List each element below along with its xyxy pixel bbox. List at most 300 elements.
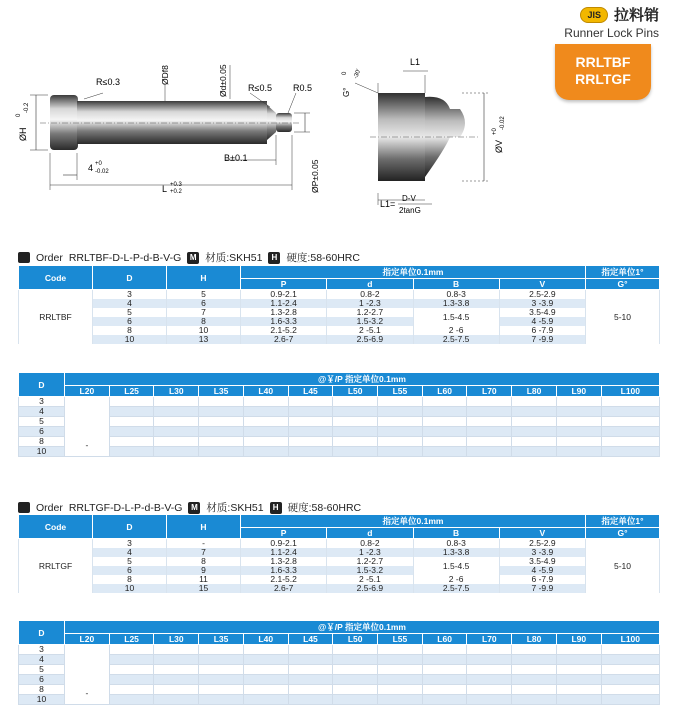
- cell-price: [467, 655, 512, 665]
- cell-v: 6 -7.9: [499, 575, 585, 584]
- cell-price: [288, 655, 333, 665]
- cell-price: [601, 407, 659, 417]
- cell-diameter: 4: [19, 655, 65, 665]
- hardness-icon: H: [270, 502, 282, 514]
- hardness: 硬度:58-60HRC: [287, 502, 362, 514]
- th-v: V: [499, 528, 585, 539]
- model-tag: [555, 44, 651, 100]
- table-row: [19, 685, 660, 695]
- cell-price: [512, 655, 557, 665]
- cell-price: [154, 655, 199, 665]
- cell-price: [109, 447, 154, 457]
- cell-b: 2.5-7.5: [413, 335, 499, 344]
- cell-price: [422, 685, 467, 695]
- th-length: L50: [333, 634, 378, 645]
- cell-price: [556, 695, 601, 705]
- cell-d: 2 -5.1: [327, 575, 413, 584]
- brand-row: [564, 4, 659, 25]
- cell-d: 1 -2.3: [327, 548, 413, 557]
- cell-price: [556, 427, 601, 437]
- label-b01: B±0.1: [224, 153, 248, 163]
- cell-price: [378, 665, 423, 675]
- cell-price: [333, 665, 378, 675]
- label-h-tol-top: 0: [16, 113, 22, 117]
- order-line-2: [18, 500, 361, 515]
- cell-dash: -: [65, 645, 110, 705]
- brand-title-en: Runner Lock Pins: [564, 26, 659, 40]
- cell-p: 0.9-2.1: [241, 290, 327, 300]
- cell-price: [378, 427, 423, 437]
- material-icon: M: [187, 252, 199, 264]
- label-p005: ØP±0.05: [310, 159, 320, 193]
- cell-d: 6: [93, 317, 167, 326]
- cell-d: 0.8-2: [327, 290, 413, 300]
- cell-price: [243, 397, 288, 407]
- th-length: L20: [65, 634, 110, 645]
- cell-price: [109, 685, 154, 695]
- cell-price: [154, 447, 199, 457]
- cell-price: [422, 417, 467, 427]
- table-row: [19, 645, 660, 655]
- cell-price: [422, 397, 467, 407]
- cell-price: [199, 427, 244, 437]
- order-label: Order: [36, 501, 63, 514]
- label-formula-num: D-V: [402, 194, 416, 203]
- table-row: [19, 675, 660, 685]
- cell-price: [109, 655, 154, 665]
- th-length: L100: [601, 634, 659, 645]
- th-d: D: [19, 373, 65, 397]
- label-r03: R≤0.3: [96, 77, 120, 87]
- cell-price: [378, 645, 423, 655]
- hardness-icon: H: [268, 252, 280, 264]
- label-l-tol-bot: +0.2: [170, 189, 182, 195]
- cell-price: [109, 645, 154, 655]
- cell-price: [556, 397, 601, 407]
- table-row: [19, 539, 660, 549]
- cell-h: 7: [167, 548, 241, 557]
- cell-price: [109, 695, 154, 705]
- cell-price: [467, 695, 512, 705]
- length-table-2: [18, 620, 660, 705]
- cell-price: [467, 447, 512, 457]
- th-h: H: [167, 266, 241, 290]
- th-length: L60: [422, 386, 467, 397]
- cell-price: [199, 437, 244, 447]
- cell-price: [154, 417, 199, 427]
- th-d2: d: [327, 528, 413, 539]
- cell-d: 2 -5.1: [327, 326, 413, 335]
- cell-price: [378, 407, 423, 417]
- cell-price: [601, 665, 659, 675]
- cell-price: [601, 655, 659, 665]
- cell-price: [512, 665, 557, 675]
- label-g: G°: [342, 87, 351, 97]
- spec-table-1-body: [19, 290, 660, 345]
- cell-price: [422, 655, 467, 665]
- th-length: L35: [199, 386, 244, 397]
- cell-d: 6: [93, 566, 167, 575]
- cell-price: [378, 417, 423, 427]
- spec-table-2-body: [19, 539, 660, 594]
- cell-diameter: 5: [19, 417, 65, 427]
- th-d: D: [93, 266, 167, 290]
- cell-price: [512, 685, 557, 695]
- cell-p: 0.9-2.1: [241, 539, 327, 549]
- technical-drawing: [0, 35, 560, 230]
- th-length: L55: [378, 386, 423, 397]
- th-length: L40: [243, 634, 288, 645]
- cell-p: 1.1-2.4: [241, 548, 327, 557]
- cell-price: [378, 447, 423, 457]
- cell-v: 6 -7.9: [499, 326, 585, 335]
- cell-price: [199, 685, 244, 695]
- table-row: [19, 437, 660, 447]
- cell-price: [333, 675, 378, 685]
- cell-p: 1.3-2.8: [241, 557, 327, 566]
- label-h-tol-bot: -0.2: [24, 102, 30, 113]
- table-row: [19, 407, 660, 417]
- cell-d: 1 -2.3: [327, 299, 413, 308]
- cell-price: [378, 655, 423, 665]
- label-h: ØH: [18, 127, 28, 141]
- th-unit: 指定单位0.1mm: [241, 515, 586, 528]
- cell-price: [199, 407, 244, 417]
- pin-rrltgf-drawing: [355, 71, 490, 205]
- cell-price: [601, 447, 659, 457]
- cell-d: 1.2-2.7: [327, 308, 413, 317]
- th-length: L25: [109, 386, 154, 397]
- cell-price: [422, 665, 467, 675]
- cell-d: 1.5-3.2: [327, 317, 413, 326]
- th-length: L50: [333, 386, 378, 397]
- cell-g: 5-10: [586, 539, 660, 594]
- cell-diameter: 5: [19, 665, 65, 675]
- th-length: L70: [467, 386, 512, 397]
- cell-diameter: 8: [19, 437, 65, 447]
- cell-price: [109, 427, 154, 437]
- cell-price: [154, 665, 199, 675]
- table-row: [19, 548, 660, 557]
- th-g: G°: [586, 279, 660, 290]
- cell-price: [288, 645, 333, 655]
- th-length: L40: [243, 386, 288, 397]
- cell-price: [154, 427, 199, 437]
- cell-price: [333, 685, 378, 695]
- th-length: L60: [422, 634, 467, 645]
- th-code: Code: [19, 266, 93, 290]
- cell-price: [288, 427, 333, 437]
- table-row: [19, 655, 660, 665]
- cell-price: [199, 695, 244, 705]
- cell-price: [601, 417, 659, 427]
- cell-price: [154, 407, 199, 417]
- label-l: L: [162, 184, 168, 194]
- cell-price: [601, 695, 659, 705]
- th-length: L100: [601, 386, 659, 397]
- label-l-tol-top: +0.3: [170, 182, 182, 188]
- th-group: @￥/P 指定单位0.1mm: [65, 621, 660, 634]
- material: 材质:SKH51: [205, 252, 263, 264]
- cell-price: [512, 437, 557, 447]
- th-p: P: [241, 528, 327, 539]
- cell-code: RRLTBF: [19, 290, 93, 345]
- cell-price: [333, 695, 378, 705]
- table-row: [19, 557, 660, 566]
- cell-diameter: 8: [19, 685, 65, 695]
- cell-diameter: 3: [19, 397, 65, 407]
- brand-header: [564, 4, 659, 40]
- cell-h: 7: [167, 308, 241, 317]
- cell-price: [199, 645, 244, 655]
- th-g: G°: [586, 528, 660, 539]
- th-length: L35: [199, 634, 244, 645]
- cell-price: [378, 675, 423, 685]
- cell-price: [288, 397, 333, 407]
- cell-v: 7 -9.9: [499, 335, 585, 344]
- cell-price: [556, 655, 601, 665]
- cell-p: 1.6-3.3: [241, 317, 327, 326]
- cell-price: [512, 407, 557, 417]
- cell-price: [333, 407, 378, 417]
- label-l1: L1: [410, 57, 421, 67]
- cell-price: [109, 397, 154, 407]
- cell-h: 10: [167, 326, 241, 335]
- cell-p: 2.6-7: [241, 584, 327, 593]
- cell-price: [556, 447, 601, 457]
- order-label: Order: [36, 251, 63, 264]
- cell-d: 10: [93, 335, 167, 344]
- label-four: 4: [88, 163, 94, 173]
- table-row: [19, 575, 660, 584]
- table-row: [19, 695, 660, 705]
- cell-d: 5: [93, 557, 167, 566]
- model-tag-line-1: RRLTBF: [575, 54, 631, 70]
- label-formula-left: L1=: [380, 199, 396, 209]
- cell-price: [199, 417, 244, 427]
- label-v-tol-top: +0: [492, 128, 498, 135]
- cell-b: 0.8-3: [413, 539, 499, 549]
- cell-h: 6: [167, 299, 241, 308]
- cell-price: [422, 695, 467, 705]
- cell-price: [512, 675, 557, 685]
- table-row: [19, 584, 660, 593]
- cell-price: [422, 447, 467, 457]
- cell-p: 2.1-5.2: [241, 326, 327, 335]
- spec-table-2: [18, 514, 660, 593]
- cell-price: [109, 417, 154, 427]
- cell-price: [512, 447, 557, 457]
- cell-price: [422, 407, 467, 417]
- table-row: [19, 326, 660, 335]
- length-table-1-body: [19, 397, 660, 457]
- cell-price: [154, 437, 199, 447]
- th-unit: 指定单位0.1mm: [241, 266, 586, 279]
- cell-price: [333, 655, 378, 665]
- cell-d: 3: [93, 290, 167, 300]
- cell-p: 2.1-5.2: [241, 575, 327, 584]
- cell-d: 10: [93, 584, 167, 593]
- cell-price: [378, 437, 423, 447]
- cell-price: [154, 685, 199, 695]
- th-group: @￥/P 指定单位0.1mm: [65, 373, 660, 386]
- label-v: ØV: [494, 139, 504, 153]
- cell-diameter: 10: [19, 447, 65, 457]
- cell-price: [467, 645, 512, 655]
- cell-price: [154, 695, 199, 705]
- cell-price: [378, 685, 423, 695]
- cell-price: [243, 695, 288, 705]
- cell-b: 2.5-7.5: [413, 584, 499, 593]
- cell-price: [556, 685, 601, 695]
- cell-price: [243, 665, 288, 675]
- cell-b: 2 -6: [413, 326, 499, 335]
- cell-price: [243, 645, 288, 655]
- cell-price: [333, 437, 378, 447]
- cell-price: [467, 397, 512, 407]
- th-length: L80: [512, 386, 557, 397]
- length-header-row-1: [19, 386, 660, 397]
- cell-price: [512, 645, 557, 655]
- cell-h: 11: [167, 575, 241, 584]
- cell-price: [243, 447, 288, 457]
- label-d005: Ød±0.05: [218, 64, 228, 97]
- label-g-tol-top: 0: [342, 71, 348, 75]
- th-b: B: [413, 528, 499, 539]
- cell-diameter: 4: [19, 407, 65, 417]
- cell-price: [467, 417, 512, 427]
- th-h: H: [167, 515, 241, 539]
- cell-b: 2 -6: [413, 575, 499, 584]
- th-d: D: [19, 621, 65, 645]
- length-table-2-body: [19, 645, 660, 705]
- cell-price: [601, 397, 659, 407]
- cell-diameter: 6: [19, 675, 65, 685]
- material: 材质:SKH51: [206, 502, 264, 514]
- cell-d: 4: [93, 548, 167, 557]
- cell-price: [243, 417, 288, 427]
- cell-price: [333, 645, 378, 655]
- cell-price: [109, 665, 154, 675]
- material-icon: M: [188, 502, 200, 514]
- cell-b: 0.8-3: [413, 290, 499, 300]
- cell-price: [601, 427, 659, 437]
- label-g-tol-bot: -30': [353, 68, 363, 80]
- label-r05: R0.5: [293, 83, 313, 93]
- table-row: [19, 397, 660, 407]
- cell-price: [243, 407, 288, 417]
- cell-d: 1.5-3.2: [327, 566, 413, 575]
- cell-p: 2.6-7: [241, 335, 327, 344]
- label-formula-den: 2tanG: [399, 206, 421, 215]
- label-four-tol-top: +0: [95, 161, 102, 167]
- order-line-1: [18, 250, 360, 265]
- cell-price: [333, 417, 378, 427]
- cell-price: [154, 645, 199, 655]
- cell-h: 9: [167, 566, 241, 575]
- jis-badge: JIS: [580, 7, 608, 23]
- label-v-tol-bot: -0.02: [500, 116, 506, 130]
- cell-v: 3 -3.9: [499, 548, 585, 557]
- phone-icon: [18, 252, 30, 263]
- cell-v: 7 -9.9: [499, 584, 585, 593]
- th-length: L45: [288, 634, 333, 645]
- cell-price: [467, 675, 512, 685]
- cell-price: [467, 427, 512, 437]
- cell-h: 15: [167, 584, 241, 593]
- cell-price: [556, 665, 601, 675]
- th-length: L90: [556, 386, 601, 397]
- order-code: RRLTGF-D-L-P-d-B-V-G: [68, 501, 183, 514]
- cell-price: [378, 695, 423, 705]
- length-header-row-2: [19, 634, 660, 645]
- th-length: L20: [65, 386, 110, 397]
- th-length: L80: [512, 634, 557, 645]
- cell-h: 8: [167, 557, 241, 566]
- cell-code: RRLTGF: [19, 539, 93, 594]
- cell-price: [199, 655, 244, 665]
- cell-p: 1.6-3.3: [241, 566, 327, 575]
- table-row: [19, 447, 660, 457]
- cell-v: 3.5-4.9: [499, 308, 585, 317]
- th-b: B: [413, 279, 499, 290]
- cell-price: [288, 437, 333, 447]
- cell-b: 1.3-3.8: [413, 548, 499, 557]
- cell-price: [601, 645, 659, 655]
- cell-price: [378, 397, 423, 407]
- cell-price: [288, 417, 333, 427]
- label-r25: R≤0.5: [248, 83, 272, 93]
- th-length: L70: [467, 634, 512, 645]
- table-row: [19, 566, 660, 575]
- cell-v: 2.5-2.9: [499, 539, 585, 549]
- cell-price: [288, 665, 333, 675]
- cell-d: 3: [93, 539, 167, 549]
- cell-p: 1.1-2.4: [241, 299, 327, 308]
- cell-price: [109, 437, 154, 447]
- model-tag-line-2: RRLTGF: [575, 71, 631, 87]
- table-row: [19, 317, 660, 326]
- cell-d: 4: [93, 299, 167, 308]
- cell-price: [422, 437, 467, 447]
- table-row: [19, 665, 660, 675]
- phone-icon: [18, 502, 30, 513]
- cell-price: [422, 427, 467, 437]
- cell-price: [243, 427, 288, 437]
- th-length: L90: [556, 634, 601, 645]
- cell-price: [556, 645, 601, 655]
- th-d: D: [93, 515, 167, 539]
- cell-price: [333, 427, 378, 437]
- cell-price: [109, 675, 154, 685]
- cell-price: [154, 397, 199, 407]
- cell-diameter: 3: [19, 645, 65, 655]
- cell-price: [467, 407, 512, 417]
- table-row: [19, 335, 660, 344]
- cell-price: [467, 685, 512, 695]
- label-four-tol-bot: -0.02: [95, 169, 109, 175]
- cell-price: [154, 675, 199, 685]
- cell-price: [288, 685, 333, 695]
- cell-g: 5-10: [586, 290, 660, 345]
- cell-price: [243, 437, 288, 447]
- table-row: [19, 427, 660, 437]
- cell-h: 5: [167, 290, 241, 300]
- th-code: Code: [19, 515, 93, 539]
- cell-d: 8: [93, 326, 167, 335]
- cell-price: [199, 675, 244, 685]
- label-df8: ØDf8: [160, 65, 170, 85]
